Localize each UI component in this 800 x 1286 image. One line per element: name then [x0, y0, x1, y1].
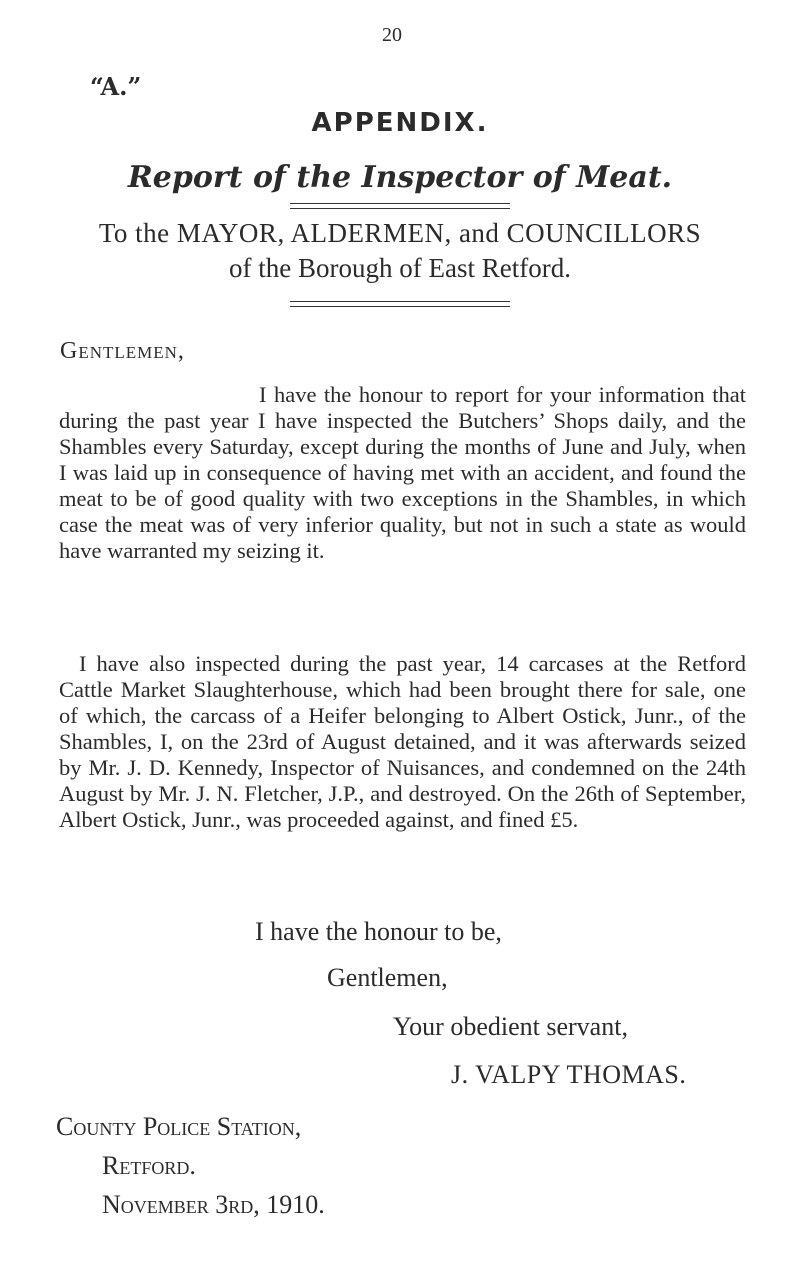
- closing-servant: Your obedient servant,: [393, 1012, 628, 1041]
- appendix-heading: APPENDIX.: [311, 108, 489, 138]
- paragraph-text: I have also inspected during the past year, 14 carcases at the Retford Cattle Market Slaughterhouse, which had been brought there for sale, one of which, the carcass of a Heifer belonging to Albert Ostick, Junr., of the Shambles, I, on the 23rd of August detained, and it was afterwards seized by Mr. J. D. Kennedy, Inspector of Nuisances, and condemned on the 24th August by Mr. J. N. Fletcher, J.P., and destroyed. On the 26th of September, Albert Ostick, Junr., was proceeded against, and fined £5.: [59, 651, 746, 832]
- divider-rule: [290, 203, 510, 204]
- date: November 3rd, 1910.: [102, 1190, 325, 1219]
- police-station: County Police Station,: [56, 1112, 302, 1141]
- divider-rule: [290, 301, 510, 302]
- divider-rule: [290, 208, 510, 209]
- town: Retford.: [102, 1151, 196, 1180]
- closing-line: I have the honour to be,: [255, 917, 502, 946]
- body-paragraph-1: [59, 382, 746, 564]
- paragraph-text: I have the honour to report for your information that during the past year I have inspected the Butchers’ Shops daily, and the Shambles every Saturday, except during the months of June and July, when I was laid up in consequence of having met with an accident, and found the meat to be of good quality with two exceptions in the Shambles, in which case the meat was of very inferior quality, but not in such a state as would have warranted my seizing it.: [59, 382, 746, 563]
- report-title: Report of the Inspector of Meat.: [127, 160, 673, 195]
- address-line-2: of the Borough of East Retford.: [229, 253, 571, 283]
- salutation: Gentlemen,: [60, 338, 185, 364]
- signature: J. VALPY THOMAS.: [451, 1060, 687, 1089]
- divider-rule: [290, 306, 510, 307]
- address-line-1: To the MAYOR, ALDERMEN, and COUNCILLORS: [98, 218, 702, 248]
- page-number: 20: [382, 24, 402, 46]
- closing-gentlemen: Gentlemen,: [327, 963, 448, 992]
- body-paragraph-2: [59, 651, 746, 833]
- appendix-letter: “A.”: [90, 72, 142, 101]
